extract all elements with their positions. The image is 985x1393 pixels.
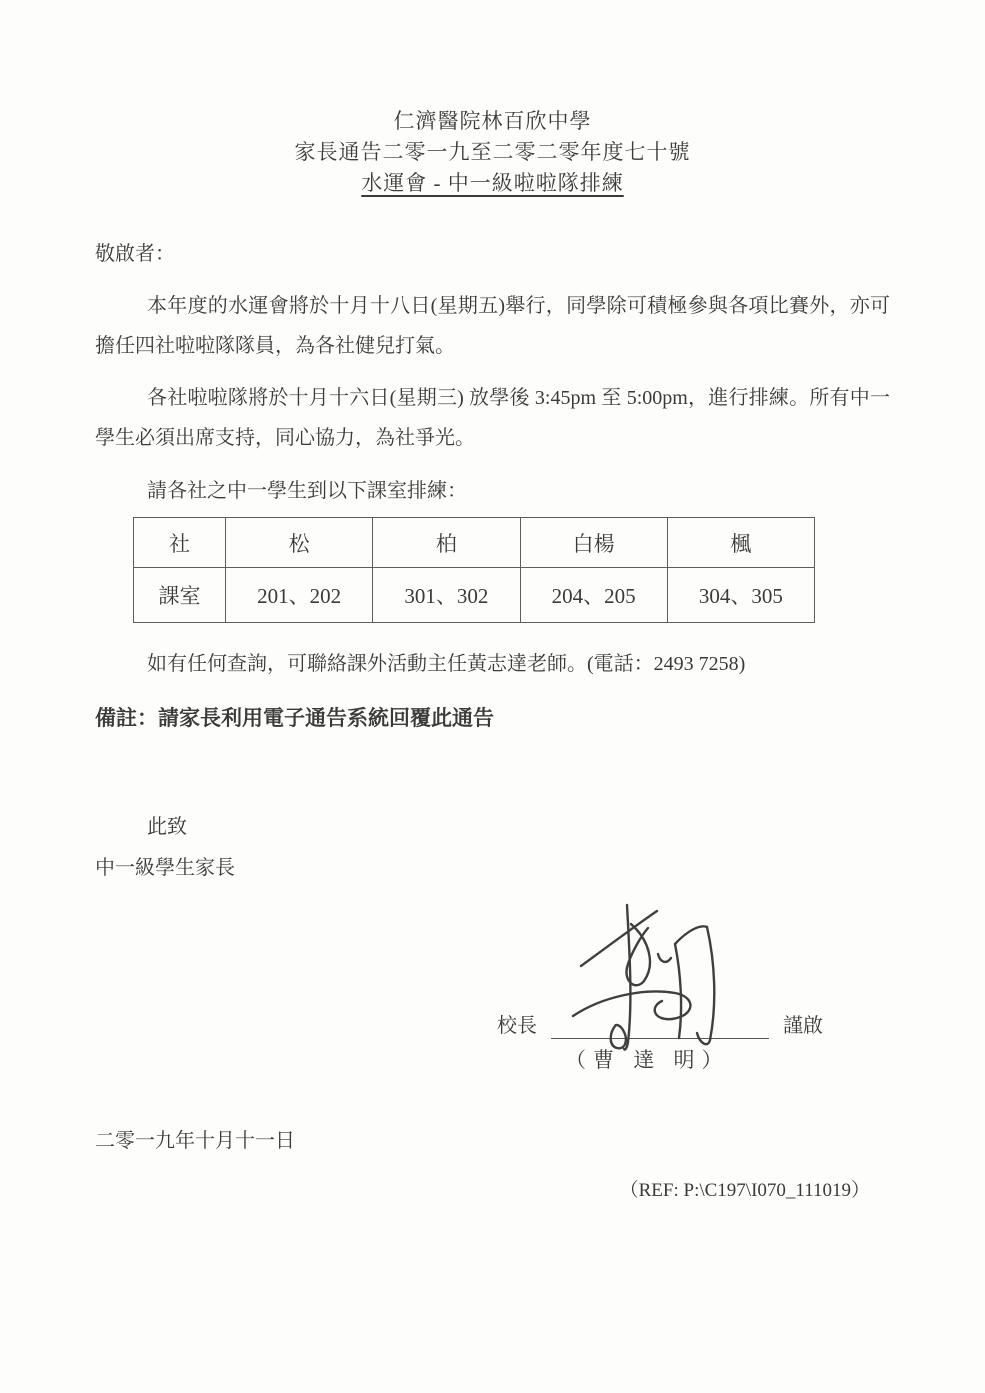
principal-signature (545, 902, 745, 1052)
respectfully-label: 謹啟 (783, 1015, 823, 1037)
signature-block (95, 1012, 890, 1072)
notice-subject-text: 水運會 - 中一級啦啦隊排練 (361, 171, 624, 195)
header-cypress: 柏 (373, 518, 520, 568)
row-label-classroom: 課室 (134, 568, 226, 623)
remark-line: 備註：請家長利用電子通告系統回覆此通告 (95, 706, 494, 730)
paragraph-1: 本年度的水運會將於十月十八日(星期五)舉行，同學除可積極參與各項比賽外，亦可擔任四社啦啦隊隊員，為各社健兒打氣。 (95, 295, 890, 357)
signature-line (551, 1012, 769, 1039)
rooms-poplar: 204、205 (520, 568, 667, 623)
rooms-cypress: 301、302 (373, 568, 520, 623)
closing-recipient: 中一級學生家長 (95, 857, 235, 879)
rooms-table (133, 517, 815, 623)
date-line: 二零一九年十月十一日 (95, 1130, 295, 1152)
header-poplar: 白楊 (520, 518, 667, 568)
rooms-maple: 304、305 (667, 568, 814, 623)
principal-label: 校長 (497, 1015, 537, 1037)
enquiry-line: 如有任何查詢，可聯絡課外活動主任黃志達老師。(電話：2493 7258) (147, 653, 746, 675)
header-maple: 楓 (667, 518, 814, 568)
table-header-row (134, 518, 815, 568)
principal-name: （曹 達 明） (565, 1048, 730, 1072)
rooms-pine: 201、202 (226, 568, 373, 623)
school-name: 仁濟醫院林百欣中學 (393, 109, 592, 133)
header-pine: 松 (226, 518, 373, 568)
salutation: 敬啟者： (95, 243, 175, 265)
paragraph-2: 各社啦啦隊將於十月十六日(星期三) 放學後 3:45pm 至 5:00pm，進行排練。所有中一學生必須出席支持，同心協力，為社爭光。 (95, 387, 890, 449)
header-house: 社 (134, 518, 226, 568)
ref-line: （REF: P:\C197\I070_111019） (619, 1180, 870, 1201)
signature-row (497, 1012, 823, 1039)
table-row (134, 568, 815, 623)
notice-number: 家長通告二零一九至二零二零年度七十號 (294, 140, 691, 164)
closing-to: 此致 (147, 816, 187, 838)
table-intro: 請各社之中一學生到以下課室排練： (147, 480, 467, 502)
notice-subject (95, 168, 890, 199)
